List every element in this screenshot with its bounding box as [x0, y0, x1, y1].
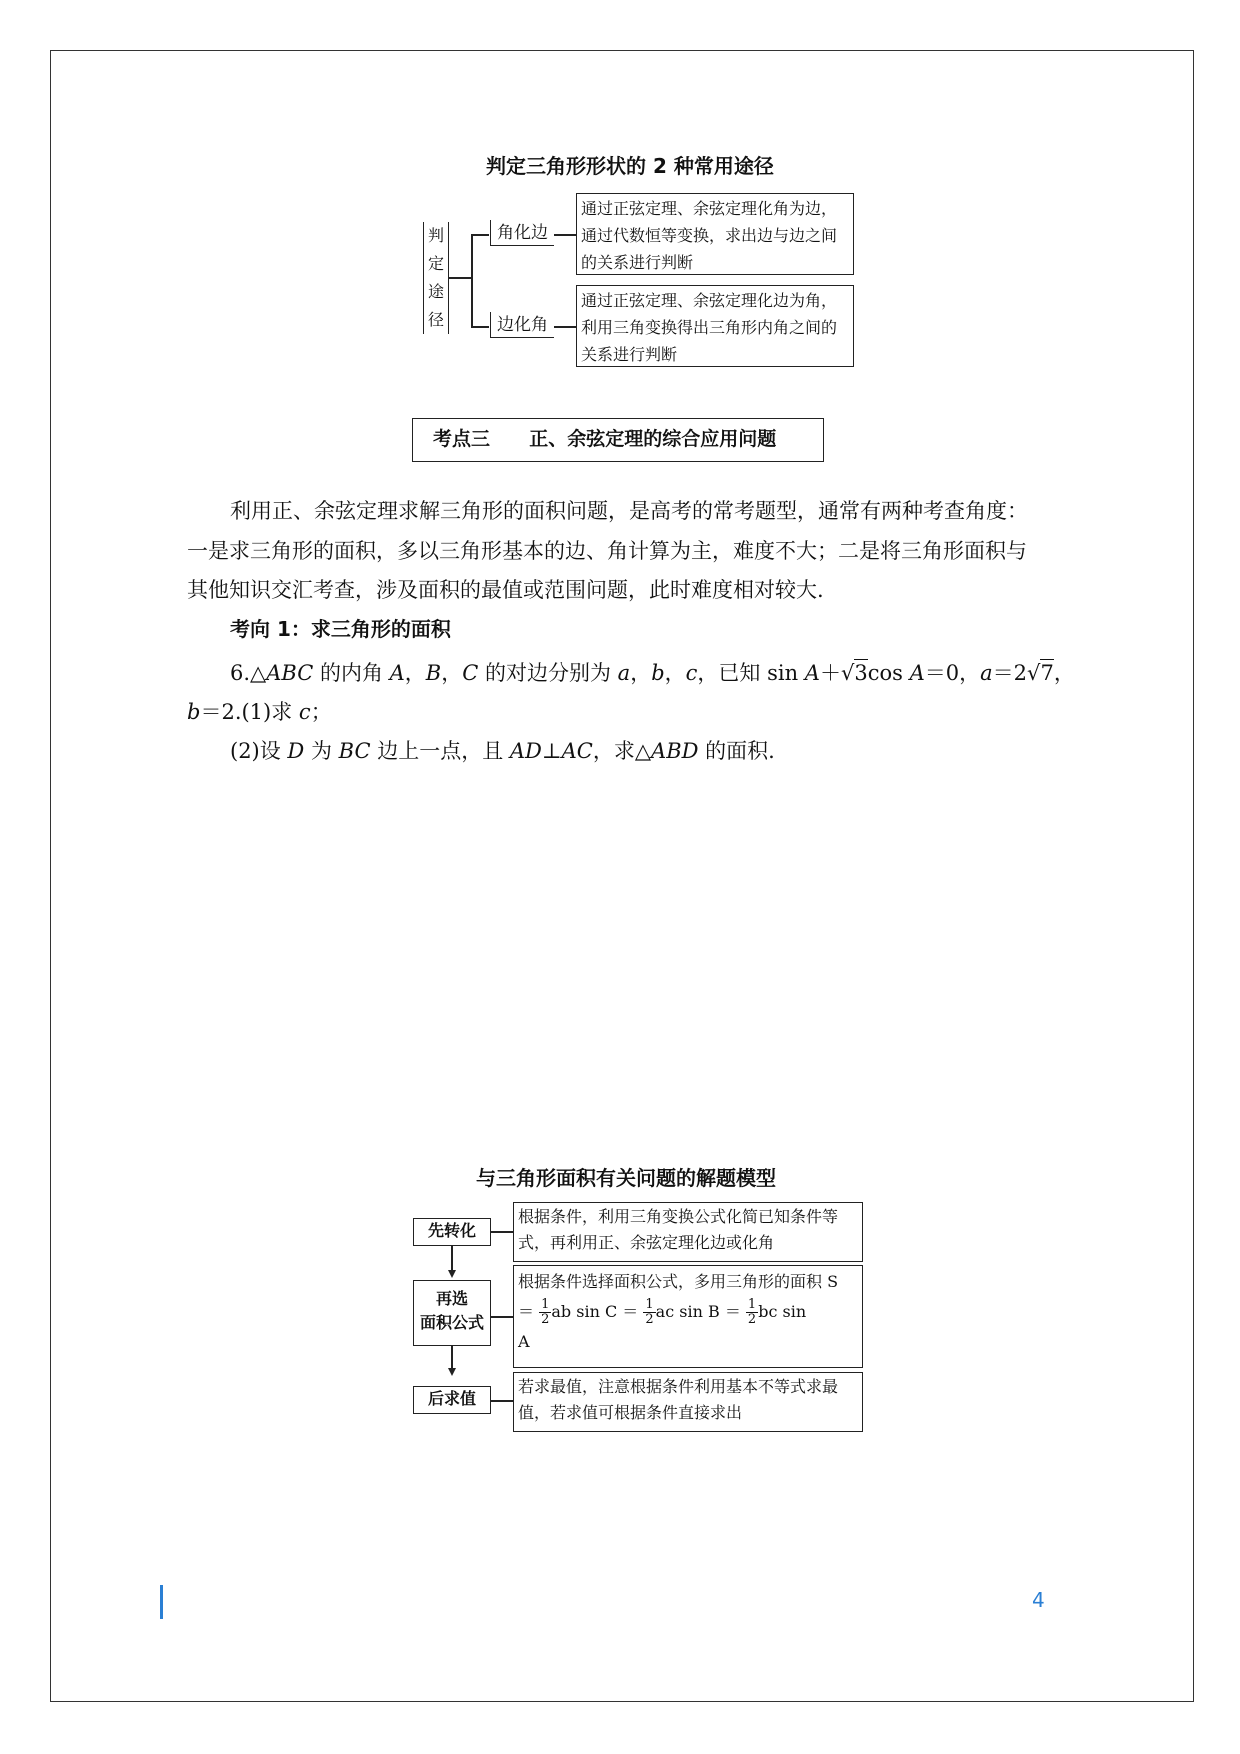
- text: 的内角: [313, 661, 390, 685]
- connector: [554, 234, 576, 236]
- text: ac sin B ＝: [655, 1302, 746, 1321]
- root-char: 径: [427, 310, 444, 329]
- root-char: 判: [427, 226, 444, 245]
- var: b: [187, 700, 201, 724]
- var: c: [298, 700, 311, 724]
- text: 的面积.: [698, 739, 775, 763]
- var: ABC: [266, 661, 314, 685]
- problem-line-1: [230, 654, 1075, 692]
- text: ＋: [819, 661, 841, 685]
- connector: [491, 1400, 513, 1402]
- text: ab sin C ＝: [551, 1302, 644, 1321]
- diagram2-title: 与三角形面积有关问题的解题模型: [476, 1166, 776, 1190]
- var: A: [909, 661, 925, 685]
- arrow-line: [451, 1246, 453, 1272]
- branch-label-text: 边化角: [497, 315, 548, 335]
- connector: [491, 1316, 513, 1318]
- text: 的对边分别为: [478, 661, 618, 685]
- text: ，已知 sin: [697, 661, 805, 685]
- intro-line-3: 其他知识交汇考查，涉及面积的最值或范围问题，此时难度相对较大.: [187, 578, 824, 602]
- step-text-1: 根据条件，利用三角变换公式化简已知条件等式，再利用正、余弦定理化边或化角: [513, 1202, 863, 1262]
- var: C: [462, 661, 479, 685]
- text: ＝2.(1)求: [200, 700, 299, 724]
- text: ；: [310, 700, 332, 724]
- text: ，: [630, 661, 652, 685]
- text: A: [518, 1332, 530, 1351]
- section-number: 考点三: [433, 428, 491, 450]
- text: △: [250, 661, 267, 685]
- arrow-line: [451, 1346, 453, 1370]
- text: ，: [1053, 661, 1075, 685]
- step-then-evaluate: 后求值: [413, 1386, 491, 1414]
- branch-label-1: [490, 220, 554, 246]
- var: A: [804, 661, 820, 685]
- var: b: [651, 661, 665, 685]
- var: a: [617, 661, 631, 685]
- var: D: [287, 739, 305, 763]
- root-char: 定: [427, 254, 444, 273]
- var: c: [685, 661, 698, 685]
- text: (2)设: [230, 739, 288, 763]
- step-first-transform: 先转化: [413, 1218, 491, 1246]
- connector: [471, 326, 489, 328]
- text: ，: [664, 661, 686, 685]
- diagram1-title: 判定三角形形状的 2 种常用途径: [486, 154, 774, 178]
- section-heading: [412, 418, 824, 462]
- direction-label: 考向 1：求三角形的面积: [230, 617, 451, 641]
- connector: [491, 1231, 513, 1233]
- var: AD⊥AC: [509, 739, 593, 763]
- root-char: 途: [427, 282, 444, 301]
- text: ，: [404, 661, 426, 685]
- text: ＝0，: [924, 661, 981, 685]
- var: BC: [338, 739, 371, 763]
- connector: [449, 277, 471, 279]
- branch-text-2: 通过正弦定理、余弦定理化边为角，利用三角变换得出三角形内角之间的关系进行判断: [576, 285, 854, 367]
- var: ABD: [651, 739, 699, 763]
- radicand: 7: [1040, 661, 1054, 685]
- text: ，: [441, 661, 463, 685]
- branch-label-text: 角化边: [497, 223, 548, 243]
- problem-line-2: [187, 693, 332, 731]
- numerator: 1: [541, 1297, 550, 1312]
- fraction: [643, 1298, 655, 1327]
- radicand: 3: [854, 661, 868, 685]
- var: A: [389, 661, 405, 685]
- problem-line-3: [230, 732, 775, 770]
- denominator: 2: [541, 1312, 550, 1327]
- step-label-line: 再选: [435, 1289, 468, 1308]
- fraction: [539, 1298, 551, 1327]
- connector: [471, 234, 489, 236]
- sqrt-symbol: √: [1027, 661, 1041, 685]
- arrow-down-icon: [448, 1368, 456, 1376]
- connector: [471, 234, 473, 326]
- branch-text-1: 通过正弦定理、余弦定理化角为边，通过代数恒等变换，求出边与边之间的关系进行判断: [576, 193, 854, 275]
- connector: [554, 326, 576, 328]
- numerator: 1: [747, 1297, 757, 1312]
- var: B: [425, 661, 442, 685]
- problem-number: 6.: [230, 661, 251, 685]
- text: 为: [304, 739, 339, 763]
- step-text-2: [513, 1265, 863, 1368]
- branch-label-2: [490, 312, 554, 338]
- intro-line-1: 利用正、余弦定理求解三角形的面积问题，是高考的常考题型，通常有两种考查角度：: [230, 499, 1028, 523]
- page-number: 4: [1032, 1588, 1045, 1612]
- step-label-line: 面积公式: [419, 1313, 484, 1332]
- section-title: 正、余弦定理的综合应用问题: [529, 428, 777, 450]
- text: cos: [867, 661, 910, 685]
- numerator: 1: [645, 1297, 654, 1312]
- sqrt-symbol: √: [840, 661, 855, 685]
- diagram1-root: [423, 222, 449, 334]
- denominator: 2: [747, 1312, 757, 1327]
- text: ，求△: [592, 739, 652, 763]
- text: 边上一点，且: [370, 739, 510, 763]
- fraction: [746, 1298, 758, 1327]
- step-text-3: 若求最值，注意根据条件利用基本不等式求最值，若求值可根据条件直接求出: [513, 1372, 863, 1432]
- text: 根据条件选择面积公式，多用三角形的面积 S ＝: [518, 1272, 839, 1321]
- denominator: 2: [645, 1312, 654, 1327]
- footer-accent-bar: [160, 1585, 163, 1619]
- intro-line-2: 一是求三角形的面积，多以三角形基本的边、角计算为主，难度不大；二是将三角形面积与: [187, 539, 1027, 563]
- var: a: [980, 661, 993, 685]
- arrow-down-icon: [448, 1270, 456, 1278]
- text: bc sin: [758, 1302, 807, 1321]
- text: ＝2: [992, 661, 1028, 685]
- step-choose-formula: [413, 1280, 491, 1346]
